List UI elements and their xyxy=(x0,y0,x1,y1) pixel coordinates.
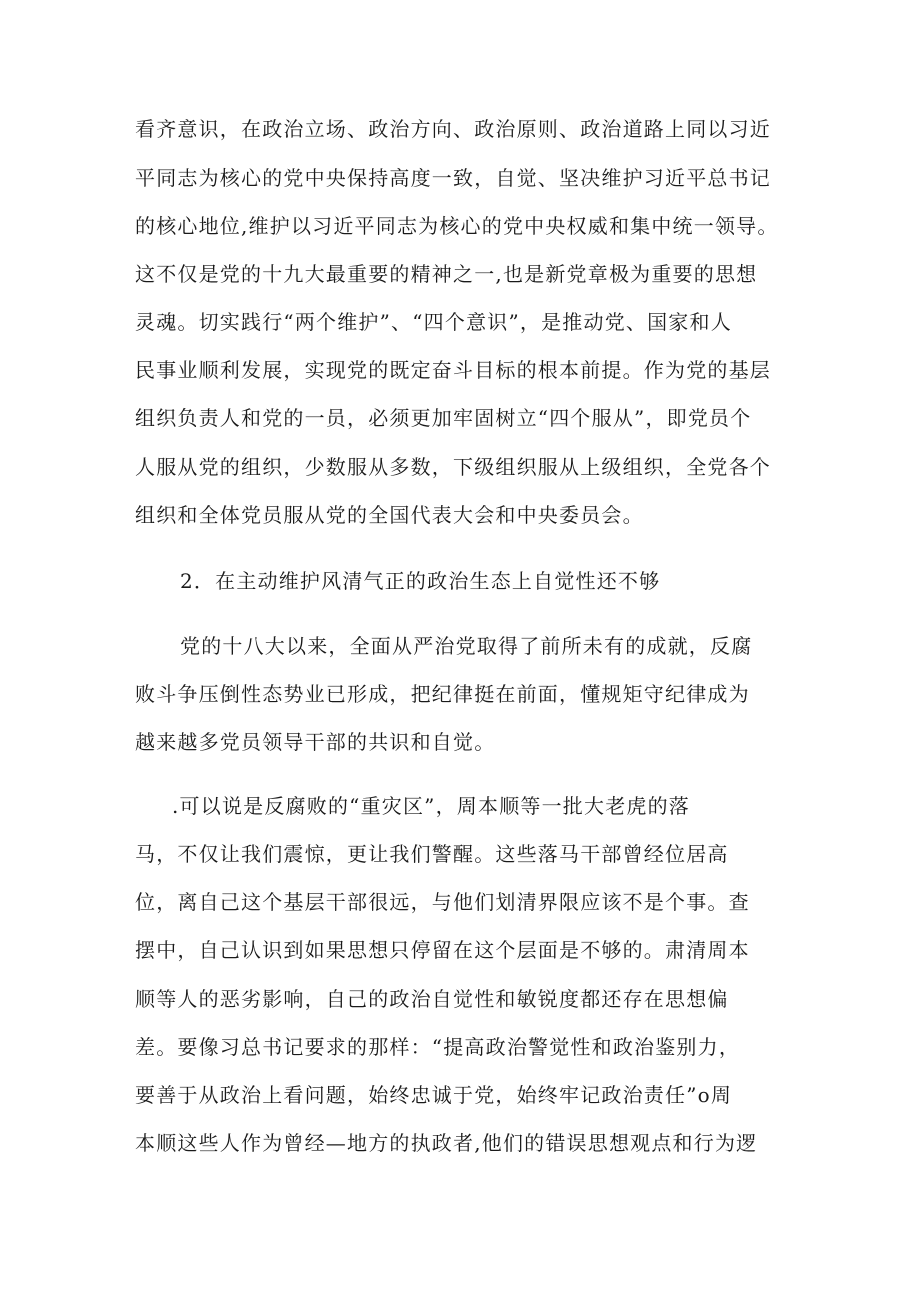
paragraph-line: 要善于从政治上看问题，始终忠诚于党，始终牢记政治责任”o周 xyxy=(135,1083,733,1107)
paragraph-line: 摆中，自己认识到如果思想只停留在这个层面是不够的。肃清周本 xyxy=(135,938,750,962)
paragraph-line: 马，不仅让我们震惊，更让我们警醒。这些落马干部曾经位居高 xyxy=(135,842,729,866)
paragraph-line: 败斗争压倒性态势业已形成，把纪律挺在前面，懂规矩守纪律成为 xyxy=(135,682,750,706)
paragraph-line: 位，离自己这个基层干部很远，与他们划清界限应该不是个事。查 xyxy=(135,890,750,914)
paragraph-line: 这不仅是党的十九大最重要的精神之一,也是新党章极为重要的思想 xyxy=(135,262,758,286)
paragraph-line: 人服从党的组织，少数服从多数，下级组织服从上级组织，全党各个 xyxy=(135,455,771,479)
section-heading: 2．在主动维护风清气正的政治生态上自觉性还不够 xyxy=(180,569,661,593)
paragraph-line: 平同志为核心的党中央保持高度一致，自觉、坚决维护习近平总书记 xyxy=(135,166,771,190)
paragraph-line: 顺等人的恶劣影响，自己的政治自觉性和敏锐度都还存在思想偏 xyxy=(135,987,729,1011)
paragraph-line: 灵魂。切实践行“两个维护”、“四个意识”，是推动党、国家和人 xyxy=(135,310,732,334)
paragraph-line: 越来越多党员领导干部的共识和自觉。 xyxy=(135,730,496,754)
paragraph-line: 党的十八大以来，全面从严治党取得了前所未有的成就，反腐 xyxy=(180,634,753,658)
paragraph-line: 看齐意识，在政治立场、政治方向、政治原则、政治道路上同以习近 xyxy=(135,117,771,141)
paragraph-line: 的核心地位,维护以习近平同志为核心的党中央权威和集中统一领导。 xyxy=(135,214,779,238)
paragraph-line: .可以说是反腐败的“重灾区”，周本顺等一批大老虎的落 xyxy=(172,794,691,818)
paragraph-line: 本顺这些人作为曾经—地方的执政者,他们的错误思想观点和行为逻 xyxy=(135,1131,758,1155)
paragraph-line: 差。要像习总书记要求的那样：“提高政治警觉性和政治鉴别力， xyxy=(135,1035,741,1059)
paragraph-line: 民事业顺利发展，实现党的既定奋斗目标的根本前提。作为党的基层 xyxy=(135,358,771,382)
paragraph-line: 组织和全体党员服从党的全国代表大会和中央委员会。 xyxy=(135,503,644,527)
paragraph-line: 组织负责人和党的一员，必须更加牢固树立“四个服从”，即党员个 xyxy=(135,406,752,430)
